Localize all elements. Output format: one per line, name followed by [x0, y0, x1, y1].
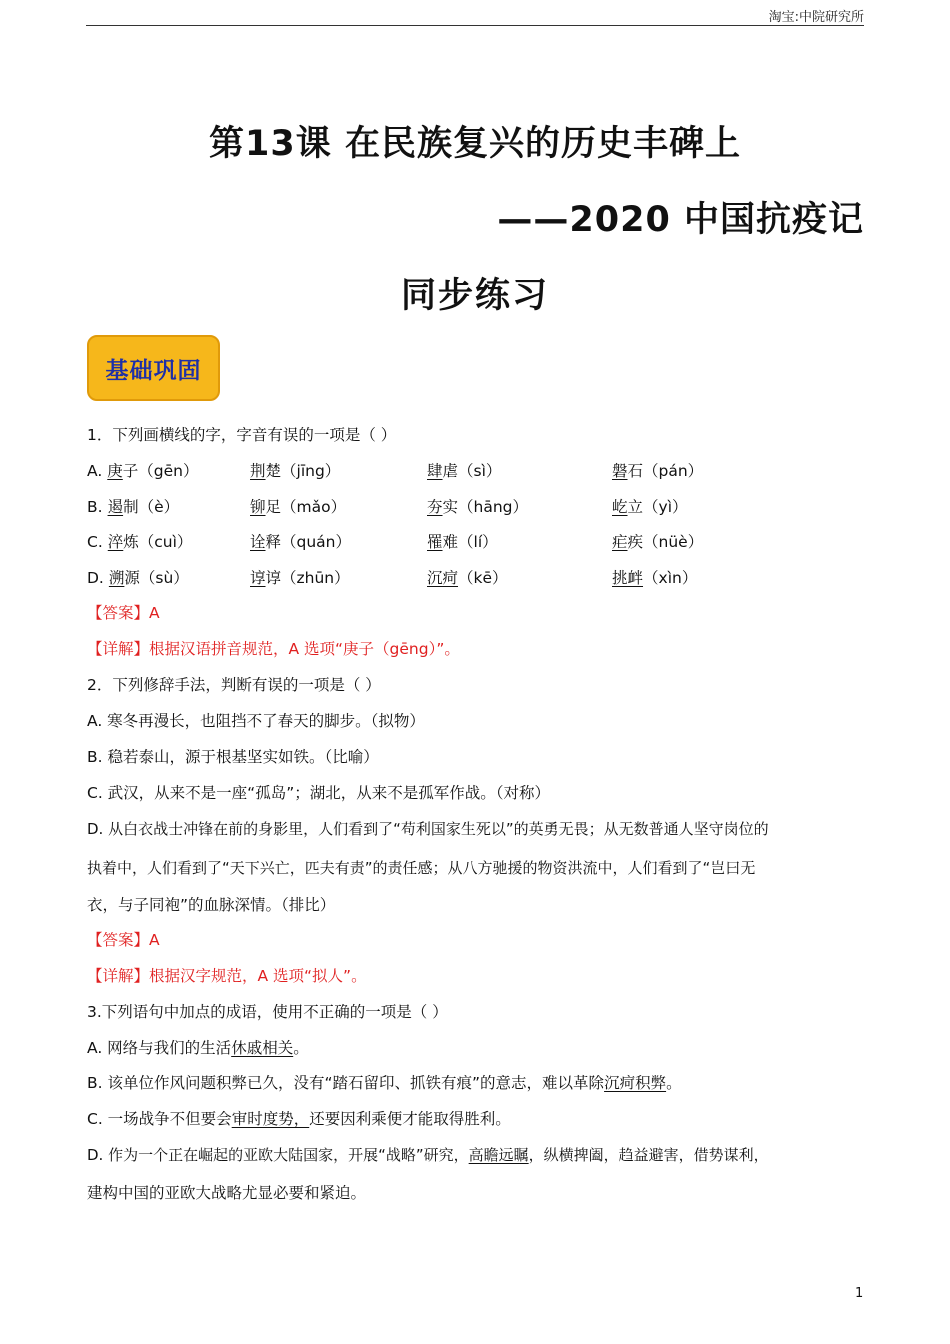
q1-pinyin-text: 足（mǎo） — [265, 498, 347, 516]
q1-pinyin-text: 实（hāng） — [442, 498, 529, 516]
q3-c-end: 还要因利乘便才能取得胜利。 — [309, 1110, 511, 1128]
header-divider — [86, 25, 864, 26]
q1-pinyin-text: 疾（nüè） — [627, 533, 704, 551]
title-line-3: 同步练习 — [400, 276, 549, 316]
q1-underlined-char: 肆 — [427, 462, 443, 480]
q1-pinyin-text: 楚（jīng） — [265, 462, 341, 480]
q1-option-d-item — [87, 567, 189, 589]
q1-option-c-item — [87, 531, 192, 553]
page-number: 1 — [855, 1286, 864, 1301]
q1-option-label: B. — [87, 498, 103, 516]
q1-option-label: A. — [87, 462, 103, 480]
q1-underlined-char: 荆 — [250, 462, 266, 480]
q2-option-c: C. 武汉，从来不是一座“孤岛”；湖北，从来不是孤军作战。（对称） — [87, 784, 550, 802]
q3-option-c — [87, 1108, 511, 1130]
q1-option-a-item — [250, 460, 340, 482]
q2-stem: 2．下列修辞手法，判断有误的一项是（ ） — [87, 676, 381, 694]
q1-underlined-char: 谆 — [250, 569, 266, 587]
q1-underlined-char: 疟 — [612, 533, 628, 551]
q3-a-idiom: 休戚相关 — [231, 1039, 294, 1057]
section-badge: 基础巩固 — [87, 335, 220, 401]
q3-option-d — [87, 1144, 769, 1166]
q1-pinyin-text: 释（quán） — [265, 533, 352, 551]
q3-a-end: 。 — [293, 1039, 309, 1057]
q1-explanation: 【详解】根据汉语拼音规范，A 选项“庚子（gēng）”。 — [87, 640, 460, 658]
q1-option-c-item — [612, 531, 703, 553]
q2-option-d-line-3: 衣，与子同袍”的血脉深情。（排比） — [87, 896, 336, 914]
q3-a-text: A. 网络与我们的生活 — [87, 1039, 232, 1057]
q3-c-idiom: 审时度势， — [231, 1110, 310, 1128]
q2-option-a: A. 寒冬再漫长，也阻挡不了春天的脚步。（拟物） — [87, 712, 425, 730]
q1-underlined-char: 磐 — [612, 462, 628, 480]
q1-pinyin-text: 谆（zhūn） — [265, 569, 350, 587]
q1-pinyin-text: （xìn） — [643, 569, 698, 587]
q3-d-idiom: 高瞻远瞩 — [468, 1146, 529, 1164]
q3-option-d-line-2: 建构中国的亚欧大战略尤显必要和紧迫。 — [87, 1184, 367, 1202]
title-line-2: ——2020 中国抗疫记 — [497, 200, 864, 240]
q1-underlined-char: 沉疴 — [427, 569, 459, 587]
q1-pinyin-text: 制（è） — [123, 498, 180, 516]
q1-pinyin-text: 子（gēn） — [122, 462, 199, 480]
q1-option-b-item — [612, 496, 688, 518]
q3-b-idiom: 沉疴积弊 — [604, 1074, 667, 1092]
q2-option-b: B. 稳若泰山，源于根基坚实如铁。（比喻） — [87, 748, 379, 766]
q1-option-c-item — [250, 531, 351, 553]
q3-d-end: ，纵横捭阖，趋益避害，借势谋利， — [528, 1146, 769, 1164]
q1-underlined-char: 挑衅 — [612, 569, 644, 587]
q1-underlined-char: 屹 — [612, 498, 628, 516]
q3-stem: 3.下列语句中加点的成语，使用不正确的一项是（ ） — [87, 1003, 448, 1021]
q1-underlined-char: 夯 — [427, 498, 443, 516]
q3-option-b — [87, 1072, 682, 1094]
q1-underlined-char: 铆 — [250, 498, 266, 516]
q1-option-a-item — [427, 460, 501, 482]
q2-option-d-line-2: 执着中，人们看到了“天下兴亡，匹夫有责”的责任感；从八方驰援的物资洪流中，人们看到了“岂曰无 — [87, 859, 756, 877]
q3-option-a — [87, 1037, 309, 1059]
q1-option-a-item — [87, 460, 198, 482]
q1-pinyin-text: 难（lí） — [442, 533, 498, 551]
q1-pinyin-text: 虐（sì） — [442, 462, 502, 480]
q1-answer: 【答案】A — [87, 604, 160, 622]
q2-answer: 【答案】A — [87, 931, 160, 949]
q1-pinyin-text: 石（pán） — [627, 462, 704, 480]
q1-stem: 1．下列画横线的字，字音有误的一项是（ ） — [87, 426, 397, 444]
q3-c-text: C. 一场战争不但要会 — [87, 1110, 232, 1128]
title-line-1: 第13课 在民族复兴的历史丰碑上 — [209, 124, 741, 164]
q1-option-a-item — [612, 460, 703, 482]
q1-underlined-char: 溯 — [108, 569, 125, 587]
q1-underlined-char: 遏 — [107, 498, 124, 516]
q2-option-d-line-1: D. 从白衣战士冲锋在前的身影里，人们看到了“苟利国家生死以”的英勇无畏；从无数普通人坚守岗位的 — [87, 820, 769, 838]
q3-b-text: B. 该单位作风问题积弊已久，没有“踏石留印、抓铁有痕”的意志，难以革除 — [87, 1074, 605, 1092]
q1-pinyin-text: 立（yì） — [627, 498, 688, 516]
header-source: 淘宝:中院研究所 — [768, 10, 864, 25]
q1-underlined-char: 庚 — [107, 462, 123, 480]
q1-option-label: C. — [87, 533, 103, 551]
q1-option-c-item — [427, 531, 498, 553]
q1-underlined-char: 罹 — [427, 533, 443, 551]
q3-d-text: D. 作为一个正在崛起的亚欧大陆国家，开展“战略”研究， — [87, 1146, 469, 1164]
q1-pinyin-text: 炼（cuì） — [123, 533, 193, 551]
q1-option-d-item — [250, 567, 350, 589]
q1-option-d-item — [612, 567, 697, 589]
q2-explanation: 【详解】根据汉字规范，A 选项“拟人”。 — [87, 967, 367, 985]
q1-pinyin-text: 源（sù） — [124, 569, 189, 587]
q1-option-b-item — [87, 496, 179, 518]
q1-underlined-char: 淬 — [107, 533, 124, 551]
q1-pinyin-text: （kē） — [458, 569, 508, 587]
q3-b-end: 。 — [666, 1074, 682, 1092]
q1-underlined-char: 诠 — [250, 533, 266, 551]
q1-option-b-item — [427, 496, 528, 518]
q1-option-b-item — [250, 496, 346, 518]
q1-option-label: D. — [87, 569, 104, 587]
q1-option-d-item — [427, 567, 508, 589]
